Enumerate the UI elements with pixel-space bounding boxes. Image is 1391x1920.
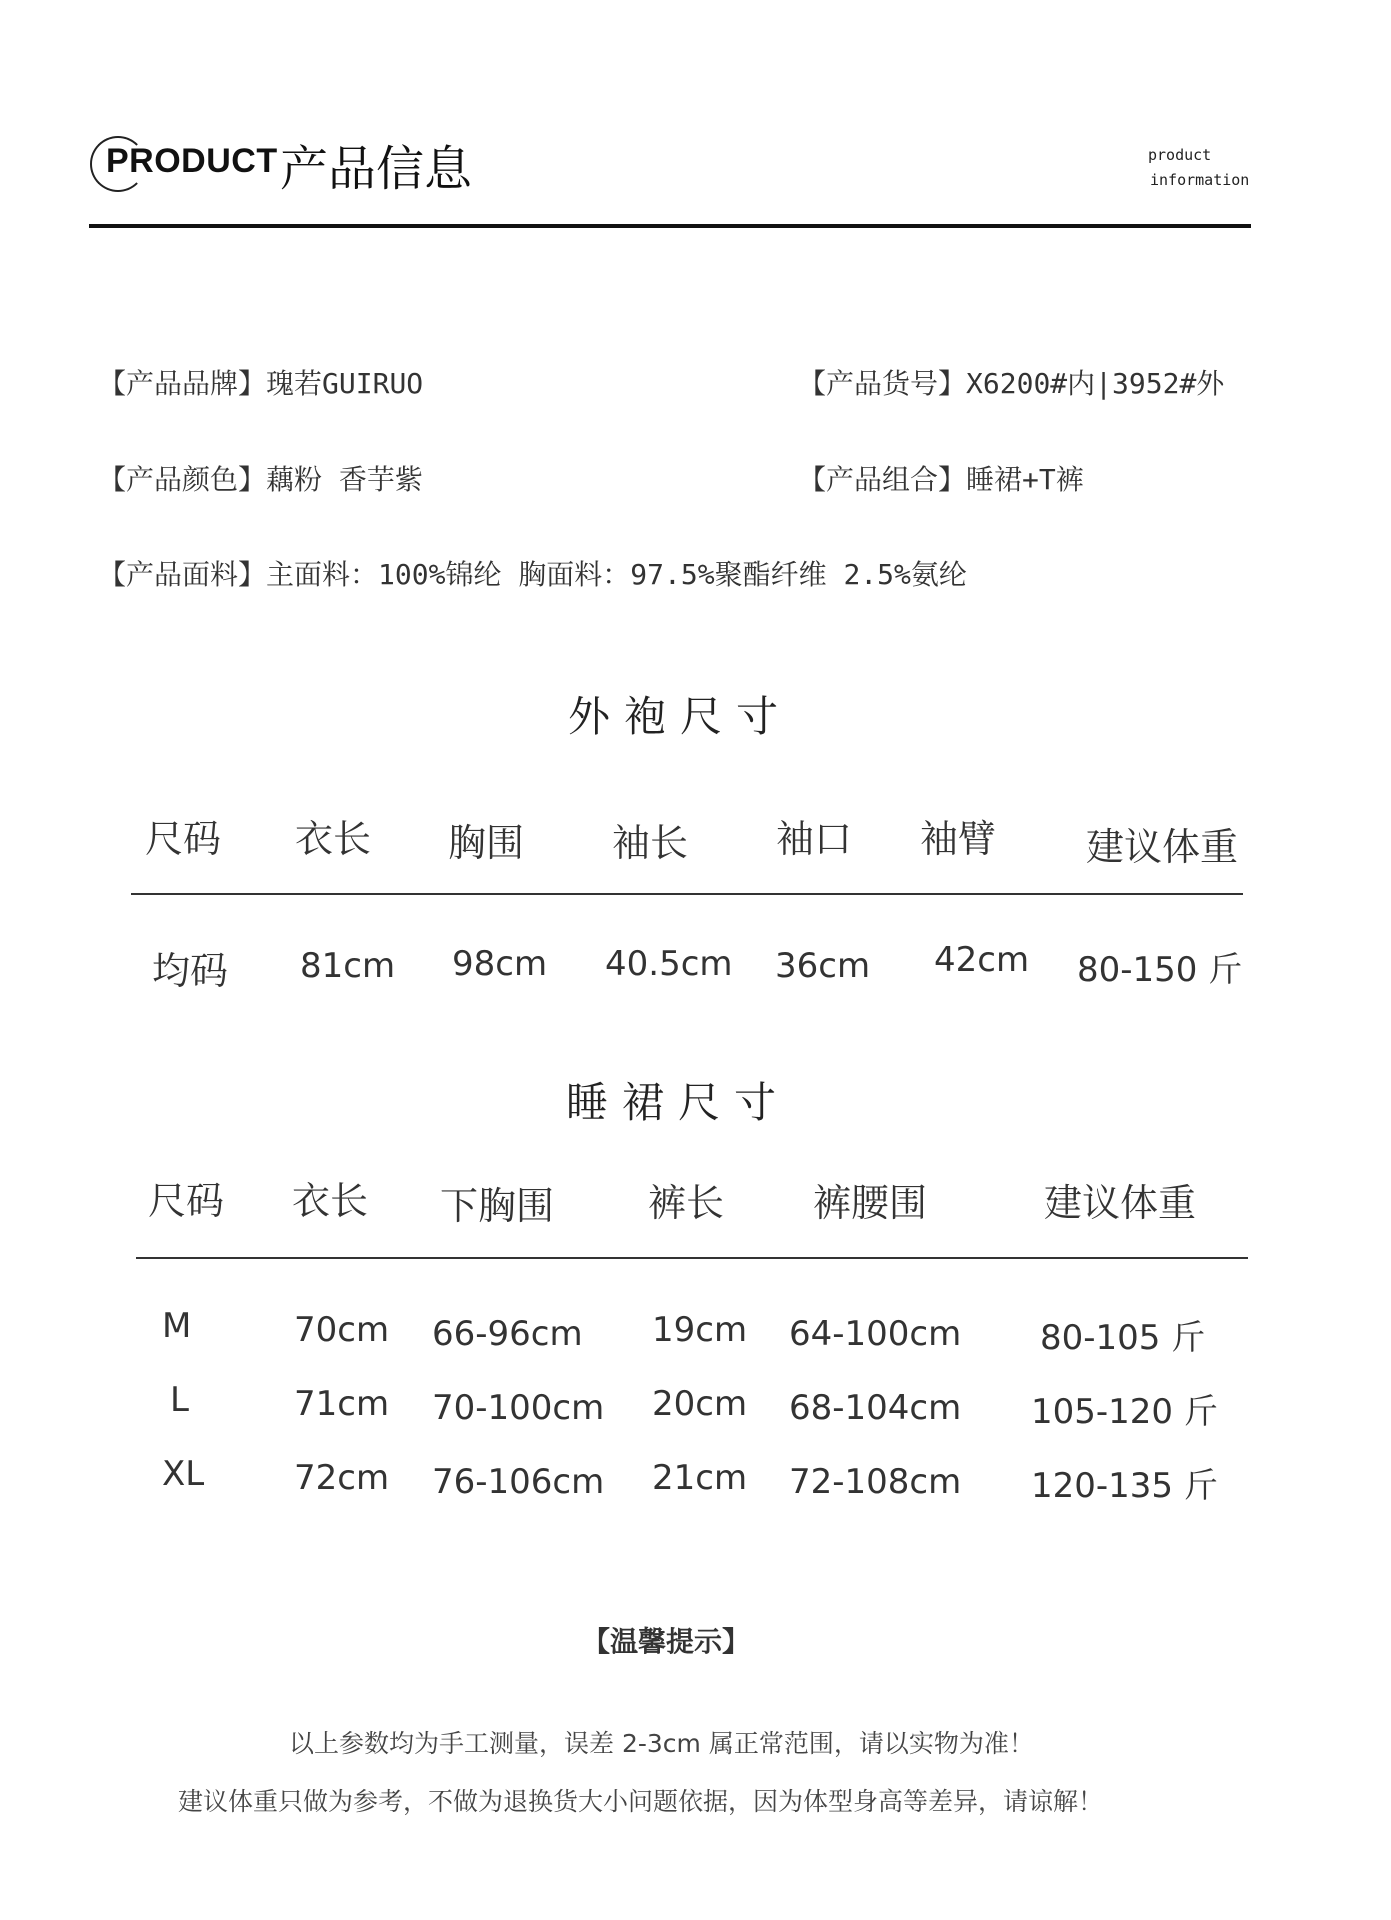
robe-cell-sleeve-length: 40.5cm: [605, 944, 733, 984]
nightdress-row-m-shorts-length: 19cm: [652, 1310, 748, 1350]
nightdress-row-xl-weight: 120-135 斤: [1031, 1466, 1218, 1506]
nightdress-row-xl-underbust: 76-106cm: [432, 1462, 605, 1502]
nightdress-row-l-waist: 68-104cm: [789, 1388, 962, 1428]
nightdress-header-waist: 裤腰围: [813, 1181, 928, 1225]
info-fabric-value: 主面料：100%锦纶 胸面料：97.5%聚酯纤维 2.5%氨纶: [266, 558, 967, 591]
robe-header-arm: 袖臂: [920, 817, 997, 861]
nightdress-row-xl-waist: 72-108cm: [789, 1462, 962, 1502]
info-brand-value: 瑰若GUIRUO: [266, 367, 424, 400]
robe-header-sleeve-length: 袖长: [612, 821, 689, 865]
robe-cell-weight: 80-150 斤: [1077, 950, 1243, 990]
info-combo-label: 【产品组合】: [798, 463, 967, 496]
robe-section-title: 外袍尺寸: [568, 692, 793, 741]
info-sku: [798, 362, 1224, 402]
nightdress-header-size: 尺码: [148, 1179, 225, 1223]
nightdress-row-l-size: L: [170, 1380, 189, 1420]
robe-cell-size: 均码: [152, 949, 229, 993]
info-fabric-label: 【产品面料】: [98, 558, 267, 591]
robe-cell-arm: 42cm: [934, 940, 1030, 980]
nightdress-row-l-underbust: 70-100cm: [432, 1388, 605, 1428]
info-color-value: 藕粉 香芋紫: [266, 463, 423, 496]
nightdress-row-m-underbust: 66-96cm: [432, 1314, 583, 1354]
header-side-line1: product: [1148, 146, 1212, 164]
nightdress-table-divider: [136, 1257, 1248, 1259]
header-title-cn: 产品信息: [280, 141, 473, 197]
nightdress-row-xl-size: XL: [162, 1454, 205, 1494]
robe-cell-cuff: 36cm: [775, 946, 871, 986]
info-sku-value: X6200#内|3952#外: [966, 367, 1225, 400]
robe-cell-chest: 98cm: [452, 944, 548, 984]
robe-cell-length: 81cm: [300, 946, 396, 986]
robe-table-divider: [131, 893, 1243, 895]
nightdress-row-l-shorts-length: 20cm: [652, 1384, 748, 1424]
header-divider: [89, 224, 1251, 228]
info-color-label: 【产品颜色】: [98, 463, 267, 496]
robe-header-cuff: 袖口: [776, 817, 853, 861]
nightdress-header-underbust: 下胸围: [440, 1184, 555, 1228]
robe-header-chest: 胸围: [448, 821, 525, 865]
nightdress-row-m-length: 70cm: [294, 1310, 390, 1350]
nightdress-row-l-length: 71cm: [294, 1384, 390, 1424]
info-color: [98, 458, 423, 498]
info-sku-label: 【产品货号】: [798, 367, 967, 400]
nightdress-row-xl-length: 72cm: [294, 1458, 390, 1498]
nightdress-header-length: 衣长: [292, 1179, 369, 1223]
nightdress-header-weight: 建议体重: [1044, 1181, 1197, 1225]
nightdress-section-title: 睡裙尺寸: [566, 1078, 791, 1127]
info-combo: [798, 458, 1084, 498]
info-brand: [98, 362, 423, 402]
header-side-line2: information: [1150, 171, 1250, 189]
nightdress-row-l-weight: 105-120 斤: [1031, 1392, 1218, 1432]
info-combo-value: 睡裙+T裤: [966, 463, 1084, 496]
nightdress-row-m-size: M: [162, 1306, 192, 1346]
nightdress-row-m-weight: 80-105 斤: [1040, 1318, 1206, 1358]
robe-header-size: 尺码: [145, 817, 222, 861]
nightdress-row-m-waist: 64-100cm: [789, 1314, 962, 1354]
nightdress-header-shorts-length: 裤长: [648, 1181, 725, 1225]
tips-line-2: 建议体重只做为参考，不做为退换货大小问题依据，因为体型身高等差异，请谅解！: [178, 1787, 1104, 1816]
robe-header-weight: 建议体重: [1086, 825, 1239, 869]
robe-header-length: 衣长: [295, 817, 372, 861]
header-title-en: PRODUCT: [106, 142, 278, 180]
tips-title: 【温馨提示】: [582, 1625, 751, 1658]
info-fabric: [98, 553, 967, 593]
nightdress-row-xl-shorts-length: 21cm: [652, 1458, 748, 1498]
info-brand-label: 【产品品牌】: [98, 367, 267, 400]
tips-line-1: 以上参数均为手工测量，误差 2-3cm 属正常范围，请以实物为准！: [289, 1729, 1034, 1758]
